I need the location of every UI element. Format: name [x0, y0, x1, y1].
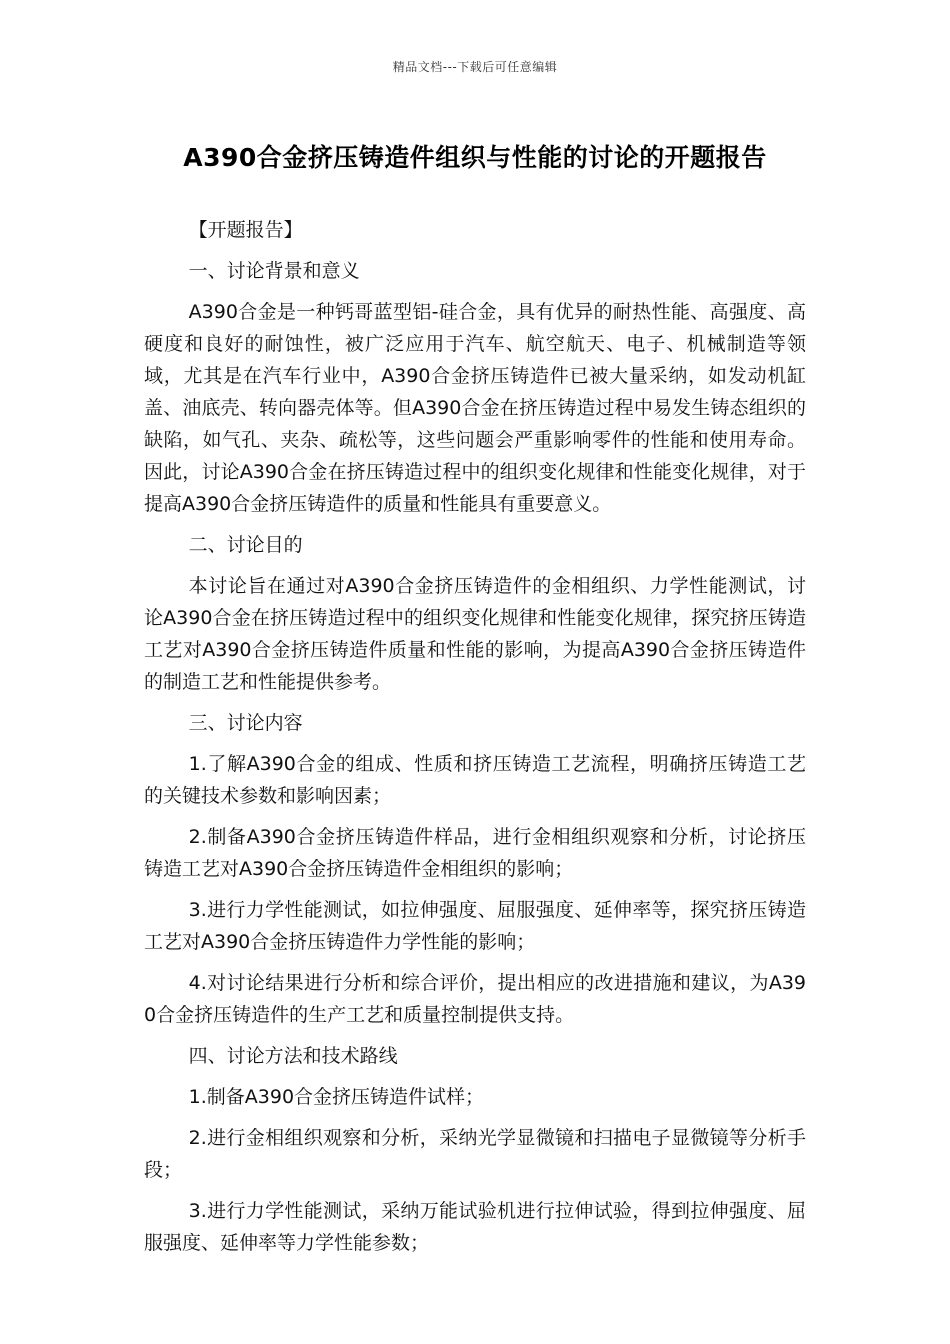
list-item-method-2: 2.进行金相组织观察和分析，采纳光学显微镜和扫描电子显微镜等分析手段； [144, 1127, 806, 1181]
paragraph-section-label: 【开题报告】 [188, 219, 303, 241]
list-item-content-3: 3.进行力学性能测试，如拉伸强度、屈服强度、延伸率等，探究挤压铸造工艺对A390合金挤压铸造件力学性能的影响； [144, 899, 806, 953]
document-body [144, 214, 806, 1268]
document-title: A390合金挤压铸造件组织与性能的讨论的开题报告 [183, 143, 767, 172]
paragraph-purpose: 本讨论旨在通过对A390合金挤压铸造件的金相组织、力学性能测试，讨论A390合金在挤压铸造过程中的组织变化规律和性能变化规律，探究挤压铸造工艺对A390合金挤压铸造件质量和性能的影响，为提高A390合金挤压铸造件的制造工艺和性能提供参考。 [144, 575, 806, 693]
heading-background: 一、讨论背景和意义 [188, 260, 360, 282]
list-item-content-2: 2.制备A390合金挤压铸造件样品，进行金相组织观察和分析，讨论挤压铸造工艺对A390合金挤压铸造件金相组织的影响； [144, 826, 806, 880]
list-item-content-4: 4.对讨论结果进行分析和综合评价，提出相应的改进措施和建议，为A390合金挤压铸造件的生产工艺和质量控制提供支持。 [144, 972, 806, 1026]
header-note: 精品文档---下载后可任意编辑 [392, 60, 558, 74]
heading-method: 四、讨论方法和技术路线 [188, 1045, 398, 1067]
list-item-content-1: 1.了解A390合金的组成、性质和挤压铸造工艺流程，明确挤压铸造工艺的关键技术参数和影响因素； [144, 753, 806, 807]
list-item-method-1: 1.制备A390合金挤压铸造件试样； [188, 1086, 485, 1108]
list-item-method-3: 3.进行力学性能测试，采纳万能试验机进行拉伸试验，得到拉伸强度、屈服强度、延伸率等力学性能参数； [144, 1200, 806, 1254]
paragraph-background: A390合金是一种钙哥蓝型铝-硅合金，具有优异的耐热性能、高强度、高硬度和良好的耐蚀性，被广泛应用于汽车、航空航天、电子、机械制造等领域，尤其是在汽车行业中，A390合金挤压铸造件已被大量采纳，如发动机缸盖、油底壳、转向器壳体等。但A390合金在挤压铸造过程中易发生铸态组织的缺陷，如气孔、夹杂、疏松等，这些问题会严重影响零件的性能和使用寿命。因此，讨论A390合金在挤压铸造过程中的组织变化规律和性能变化规律，对于提高A390合金挤压铸造件的质量和性能具有重要意义。 [144, 301, 806, 515]
heading-purpose: 二、讨论目的 [188, 534, 303, 556]
heading-content: 三、讨论内容 [188, 712, 303, 734]
